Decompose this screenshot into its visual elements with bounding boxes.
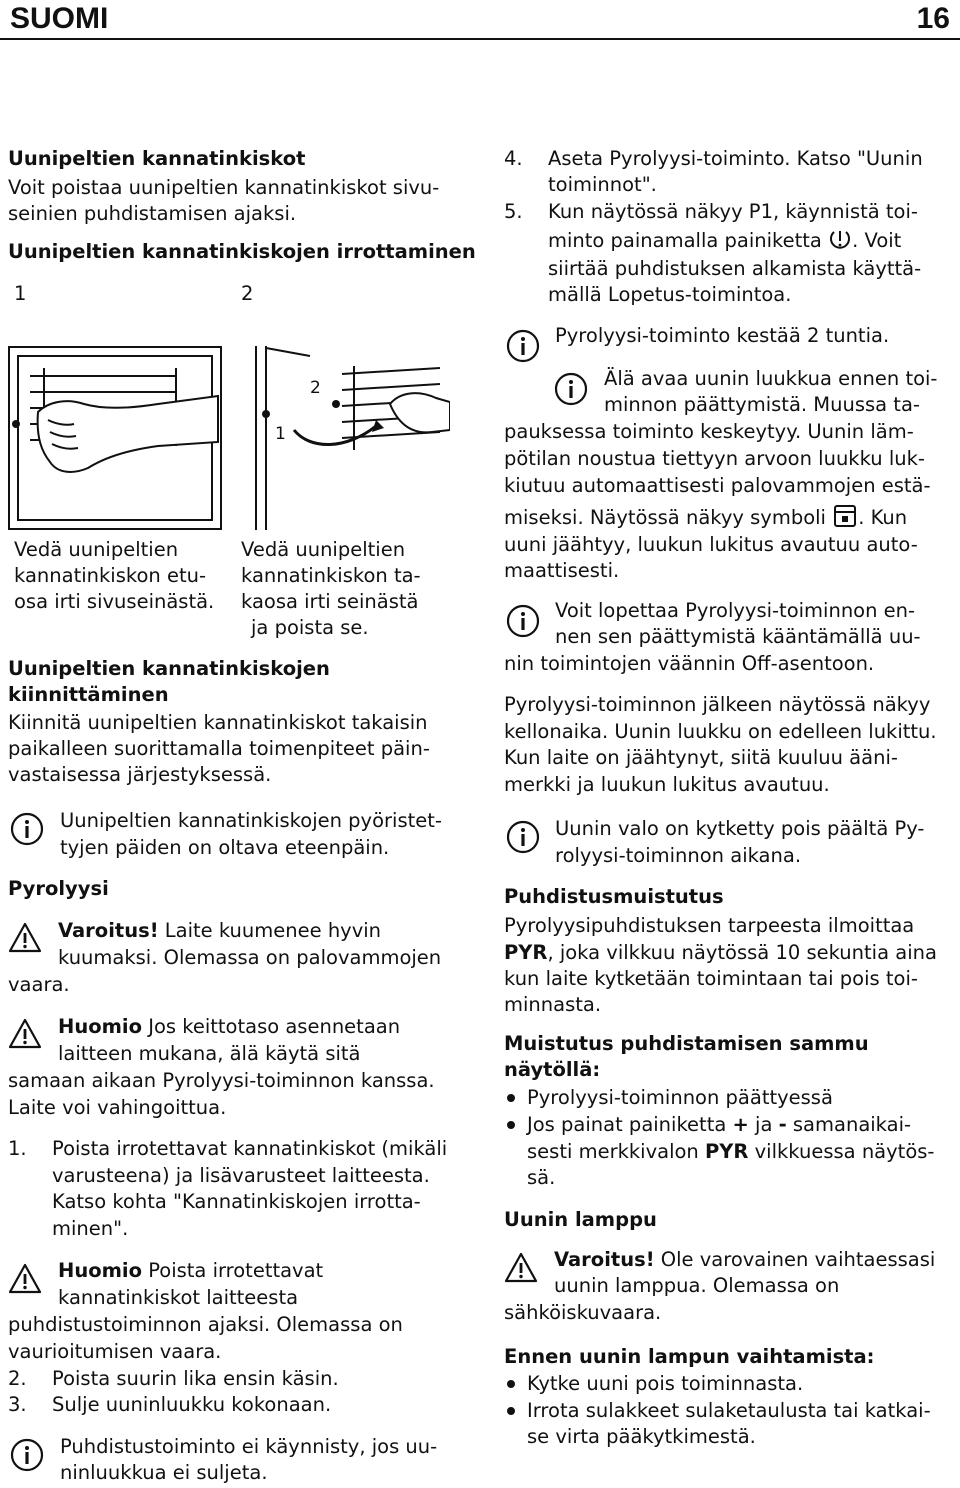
after-line-1: Pyrolyysi-toiminnon jälkeen näytössä näkyy xyxy=(504,693,931,716)
section-title-reminder-off-1: Muistutus puhdistamisen sammu xyxy=(504,1032,869,1055)
section-title-attach-2: kiinnittäminen xyxy=(8,683,169,706)
step-5-line-1: Kun näytössä näkyy P1, käynnistä toi- xyxy=(548,200,918,223)
bullet xyxy=(507,1094,515,1102)
step-3-text: Sulje uuninluukku kokonaan. xyxy=(52,1393,332,1416)
door-info-line-8: maattisesti. xyxy=(504,559,620,582)
warning-1-line-2: kuumaksi. Olemassa on palovammojen xyxy=(58,946,442,969)
attach-info-line-2: tyjen päiden on oltava eteenpäin. xyxy=(60,836,390,859)
cleaning-info-line-1: Puhdistustoiminto ei käynnisty, jos uu- xyxy=(60,1435,438,1458)
lamp-warning-line-3: sähköiskuvaara. xyxy=(504,1301,662,1324)
pyrolysis-duration-info: Pyrolyysi-toiminto kestää 2 tuntia. xyxy=(555,324,890,347)
step-label-2: 2 xyxy=(241,282,254,305)
caption-1-line-2: kannatinkiskon etu- xyxy=(14,564,206,587)
caption-2-line-3: kaosa irti seinästä xyxy=(241,590,419,613)
door-info-line-1: Älä avaa uunin luukkua ennen toi- xyxy=(604,367,938,390)
figure-2-marker-2: 2 xyxy=(310,378,321,398)
info-icon xyxy=(506,820,540,854)
reminder-line-3: kun laite kytketään toimintaan tai pois toi- xyxy=(504,967,918,990)
caption-1-line-1: Vedä uunipeltien xyxy=(14,538,179,561)
info-icon xyxy=(554,372,588,406)
step-5-line-4: mällä Lopetus-toimintoa. xyxy=(548,283,792,306)
before-bullet-2-line-2: se virta pääkytkimestä. xyxy=(527,1425,756,1448)
after-line-4: merkki ja luukun lukitus avautuu. xyxy=(504,773,830,796)
section-title-rails: Uunipeltien kannatinkiskot xyxy=(8,147,306,170)
cleaning-info-line-2: ninluukkua ei suljeta. xyxy=(60,1461,268,1484)
step-4-line-1: Aseta Pyrolyysi-toiminto. Katso "Uunin xyxy=(548,147,923,170)
warning-icon xyxy=(8,1263,42,1297)
step-1-line-1: Poista irrotettavat kannatinkiskot (mikäli xyxy=(52,1137,448,1160)
header-language: SUOMI xyxy=(10,2,109,35)
door-info-line-3: pauksessa toiminto keskeytyy. Uunin läm- xyxy=(504,420,914,443)
door-info-line-7: uuni jäähtyy, luukun lukitus avautuu auto- xyxy=(504,533,918,556)
after-line-2: kellonaika. Uunin luukku on edelleen lukittu. xyxy=(504,720,937,743)
attach-body-line-1: Kiinnitä uunipeltien kannatinkiskot takaisin xyxy=(8,711,428,734)
header-rule xyxy=(0,38,960,40)
caption-2-line-4: ja poista se. xyxy=(251,616,369,639)
warning-icon xyxy=(504,1252,538,1286)
step-number-4: 4. xyxy=(504,147,523,170)
warning-1-line-3: vaara. xyxy=(8,973,70,996)
warning-icon xyxy=(8,922,42,956)
attach-info-line-1: Uunipeltien kannatinkiskojen pyöristet- xyxy=(60,809,442,832)
reminder-off-bullet-2-line-2: sesti merkkivalon PYR vilkkuessa näytös- xyxy=(527,1140,935,1163)
warning-2-line-4: Laite voi vahingoittua. xyxy=(8,1096,227,1119)
step-4-line-2: toiminnot". xyxy=(548,173,657,196)
info-icon xyxy=(10,1438,44,1472)
door-info-line-2: minnon päättymistä. Muussa ta- xyxy=(604,393,920,416)
page-header xyxy=(0,0,960,40)
rails-intro-line-2: seinien puhdistamisen ajaksi. xyxy=(8,202,297,225)
stop-info-line-1: Voit lopettaa Pyrolyysi-toiminnon en- xyxy=(555,599,916,622)
section-title-pyrolysis: Pyrolyysi xyxy=(8,877,109,900)
bullet xyxy=(507,1407,515,1415)
warning-3-line-4: vaurioitumisen vaara. xyxy=(8,1340,222,1363)
bullet xyxy=(507,1121,515,1129)
section-title-attach-1: Uunipeltien kannatinkiskojen xyxy=(8,657,330,680)
attach-body-line-2: paikalleen suorittamalla toimenpiteet päin- xyxy=(8,737,430,760)
info-icon xyxy=(506,329,540,363)
step-1-line-3: Katso kohta "Kannatinkiskojen irrotta- xyxy=(52,1190,421,1213)
reminder-off-bullet-2-line-3: sä. xyxy=(527,1166,556,1189)
section-title-reminder: Puhdistusmuistutus xyxy=(504,885,724,908)
reminder-line-2: PYR, joka vilkkuu näytössä 10 sekuntia aina xyxy=(504,941,937,964)
door-info-line-6: miseksi. Näytössä näkyy symboli . Kun xyxy=(504,503,907,536)
bullet xyxy=(507,1380,515,1388)
step-1-line-4: minen". xyxy=(52,1217,129,1240)
step-2-text: Poista suurin lika ensin käsin. xyxy=(52,1367,339,1390)
before-bullet-1: Kytke uuni pois toiminnasta. xyxy=(527,1372,804,1395)
attach-body-line-3: vastaisessa järjestyksessä. xyxy=(8,763,272,786)
start-button-icon xyxy=(828,228,852,259)
light-info-line-1: Uunin valo on kytketty pois päältä Py- xyxy=(555,817,925,840)
caption-2-line-1: Vedä uunipeltien xyxy=(241,538,406,561)
step-label-1: 1 xyxy=(14,282,27,305)
lamp-warning-line-2: uunin lamppua. Olemassa on xyxy=(554,1274,840,1297)
section-title-reminder-off-2: näytöllä: xyxy=(504,1058,601,1081)
caption-1-line-3: osa irti sivuseinästä. xyxy=(14,590,215,613)
warning-2-line-2: laitteen mukana, älä käytä sitä xyxy=(58,1042,361,1065)
warning-icon xyxy=(8,1018,42,1052)
reminder-line-1: Pyrolyysipuhdistuksen tarpeesta ilmoittaa xyxy=(504,914,915,937)
warning-3-line-3: puhdistustoiminnon ajaksi. Olemassa on xyxy=(8,1313,403,1336)
step-number-2: 2. xyxy=(8,1367,27,1390)
warning-1-line-1: Varoitus! Laite kuumenee hyvin xyxy=(58,919,382,942)
warning-2-line-1: Huomio Jos keittotaso asennetaan xyxy=(58,1015,401,1038)
figure-1-remove-front xyxy=(8,346,222,530)
light-info-line-2: rolyysi-toiminnon aikana. xyxy=(555,844,802,867)
step-5-line-3: siirtää puhdistuksen alkamista käyttä- xyxy=(548,257,922,280)
rails-intro-line-1: Voit poistaa uunipeltien kannatinkiskot sivu- xyxy=(8,176,440,199)
before-bullet-2-line-1: Irrota sulakkeet sulaketaulusta tai katkai- xyxy=(527,1399,931,1422)
page-number: 16 xyxy=(916,2,950,35)
warning-3-line-2: kannatinkiskot laitteesta xyxy=(58,1286,299,1309)
info-icon xyxy=(10,812,44,846)
door-info-line-5: kiutuu automaattisesti palovammojen estä- xyxy=(504,474,931,497)
reminder-off-bullet-1: Pyrolyysi-toiminnon päättyessä xyxy=(527,1086,833,1109)
section-title-lamp: Uunin lamppu xyxy=(504,1208,657,1231)
warning-3-line-1: Huomio Poista irrotettavat xyxy=(58,1259,324,1282)
section-title-before-lamp: Ennen uunin lampun vaihtamista: xyxy=(504,1345,875,1368)
lamp-warning-line-1: Varoitus! Ole varovainen vaihtaessasi xyxy=(554,1248,936,1271)
after-line-3: Kun laite on jäähtynyt, siitä kuuluu ääni- xyxy=(504,746,898,769)
step-number-5: 5. xyxy=(504,200,523,223)
door-info-line-4: pötilan noustua tiettyyn arvoon luukku luk- xyxy=(504,447,925,470)
figure-2-marker-1: 1 xyxy=(275,424,286,444)
step-1-line-2: varusteena) ja lisävarusteet laitteesta. xyxy=(52,1164,430,1187)
caption-2-line-2: kannatinkiskon ta- xyxy=(241,564,421,587)
stop-info-line-3: nin toimintojen väännin Off-asentoon. xyxy=(504,652,875,675)
info-icon xyxy=(506,604,540,638)
reminder-line-4: minnasta. xyxy=(504,993,602,1016)
step-5-line-2: minto painamalla painiketta . Voit xyxy=(548,228,901,259)
section-title-removal: Uunipeltien kannatinkiskojen irrottaminen xyxy=(8,240,476,263)
step-number-3: 3. xyxy=(8,1393,27,1416)
reminder-off-bullet-2-line-1: Jos painat painiketta + ja - samanaikai- xyxy=(527,1113,912,1136)
step-number-1: 1. xyxy=(8,1137,27,1160)
warning-2-line-3: samaan aikaan Pyrolyysi-toiminnon kanssa. xyxy=(8,1069,435,1092)
stop-info-line-2: nen sen päättymistä kääntämällä uu- xyxy=(555,625,921,648)
